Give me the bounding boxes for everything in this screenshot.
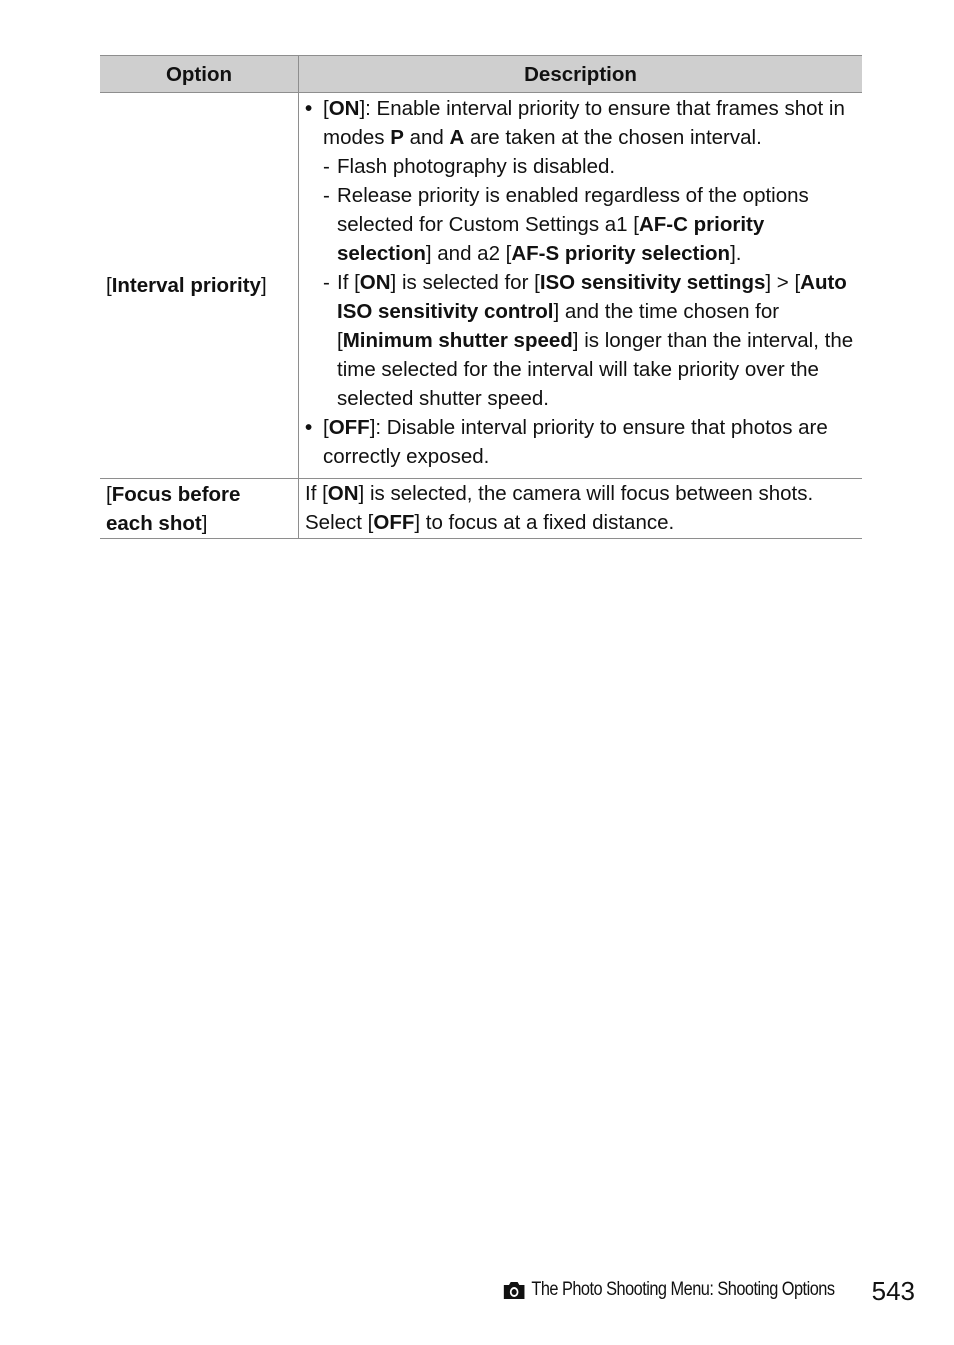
table-row-focus-before-each-shot — [100, 479, 862, 539]
sub-item-auto-iso: - If [ON] is selected for [ISO sensitivity settings] > [Auto ISO sensitivity control] and the time chosen for [Minimum shutter speed] is longer than the interval, the time selected for the interval will take priority over the selected shutter speed. — [323, 271, 854, 410]
bullet-off: • [OFF]: Disable interval priority to ensure that photos are correctly exposed. — [305, 413, 856, 471]
sub-item-release-priority: - Release priority is enabled regardless of the options selected for Custom Settings a1 [AF-C priority selection] and a2 [AF-S priority selection]. — [323, 184, 809, 265]
header-description: Description — [299, 56, 863, 93]
bullet-on: • [ON]: Enable interval priority to ensure that frames shot in modes P and A are taken at the chosen interval. — [305, 94, 856, 152]
options-table — [100, 55, 862, 539]
bullet-marker: • — [305, 97, 313, 120]
option-interval-priority: [Interval priority] — [100, 93, 299, 479]
description-focus-before-each-shot: If [ON] is selected, the camera will focus between shots. Select [OFF] to focus at a fixed distance. — [299, 479, 863, 539]
description-interval-priority — [299, 93, 863, 479]
section-title-text: The Photo Shooting Menu: Shooting Options — [530, 1279, 834, 1300]
page-number: 543 — [871, 1276, 915, 1306]
bullet-marker: • — [305, 416, 313, 439]
option-focus-before-each-shot: [Focus before each shot] — [100, 479, 299, 539]
sub-item-flash: - Flash photography is disabled. — [323, 155, 616, 178]
table-header-row — [100, 56, 862, 93]
header-option: Option — [100, 56, 299, 93]
camera-icon — [502, 1280, 526, 1300]
page-footer — [0, 1276, 954, 1310]
footer-section-title — [502, 1279, 834, 1301]
table-row-interval-priority — [100, 93, 862, 479]
